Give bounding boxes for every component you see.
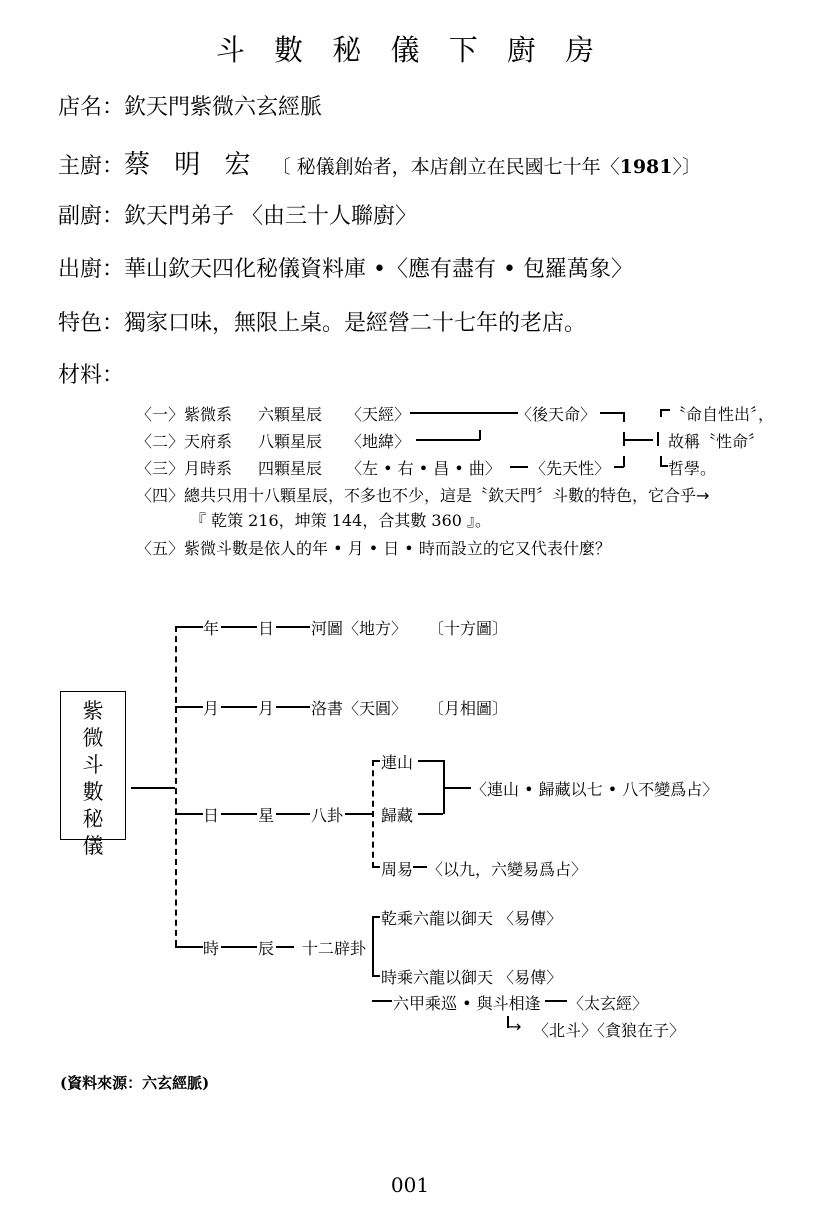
connector-line — [479, 430, 481, 440]
connector-line — [623, 412, 625, 422]
feature-label: 特色： — [58, 311, 125, 336]
bagua-branch-line — [372, 760, 374, 868]
zhouyi-label: 周易 — [381, 860, 414, 879]
connector-line — [221, 626, 257, 628]
material-row-3-num: 〈三〉月時系 — [136, 459, 233, 478]
root-label — [61, 698, 125, 860]
connector-line — [416, 439, 480, 441]
branch-year: 年 — [203, 619, 220, 638]
lianshan-label: 連山 — [381, 753, 414, 772]
root-char: 秘 — [82, 807, 104, 831]
connector-line — [372, 866, 380, 868]
connector-line — [372, 1000, 392, 1002]
branch-day1: 日 — [258, 619, 275, 638]
connector-line — [345, 813, 372, 815]
connector-line — [418, 813, 443, 815]
note-2: 故稱〝性命〞 — [668, 432, 765, 451]
xiantian-label: 〈先天性〉 — [530, 459, 611, 478]
chef-year: 1981 — [619, 156, 673, 178]
connector-line — [410, 412, 518, 414]
sous-chef-label: 副廚： — [58, 204, 125, 229]
connector-line — [221, 706, 257, 708]
bagua-label: 八卦 — [311, 806, 344, 825]
connector-line — [545, 1000, 567, 1002]
branch-day: 日 — [203, 806, 220, 825]
source-dish-label: 出廚： — [58, 257, 125, 282]
beidou-label: 〈北斗〉〈貪狼在子〉 — [533, 1021, 686, 1040]
material-row-1-count: 六顆星辰 — [258, 405, 323, 424]
branch-hour: 時 — [203, 939, 220, 958]
connector-line — [221, 813, 257, 815]
connector-line — [372, 916, 380, 918]
liujia-label: 六甲乘巡 • 與斗相逢 — [393, 994, 541, 1013]
shifang-label: 〔十方圖〕 — [428, 619, 509, 638]
root-char: 斗 — [82, 753, 104, 777]
material-row-3-count: 四顆星辰 — [258, 459, 323, 478]
hetu-label: 河圖〈地方〉 — [311, 619, 408, 638]
connector-line — [131, 787, 175, 789]
shi-label: 時乘六龍以御天 〈易傳〉 — [381, 968, 563, 987]
yuexiang-label: 〔月相圖〕 — [428, 699, 509, 718]
feature-line — [58, 306, 586, 337]
material-row-4b: 『 乾策 216，坤策 144，合其數 360 』。 — [190, 511, 492, 530]
zhouyi-note: 〈以九，六變易爲占〉 — [427, 860, 588, 879]
store-value: 欽天門紫微六玄經脈 — [124, 95, 323, 120]
connector-line — [660, 465, 668, 467]
material-row-2-item: 〈地緯〉 — [346, 432, 411, 451]
branch-star: 星 — [258, 806, 275, 825]
taixuan-label: 〈太玄經〉 — [568, 994, 649, 1013]
trunk-line — [175, 626, 177, 946]
branch-chen: 辰 — [258, 939, 275, 958]
connector-line — [175, 626, 203, 628]
connector-line — [510, 466, 528, 468]
source-dish-value: 華山欽天四化秘儀資料庫 •〈應有盡有 • 包羅萬象〉 — [124, 257, 633, 282]
chef-line — [58, 144, 701, 181]
connector-line — [175, 706, 203, 708]
material-row-2-count: 八顆星辰 — [258, 432, 323, 451]
connector-line — [372, 975, 380, 977]
connector-line — [660, 409, 670, 411]
branch-moon: 月 — [258, 699, 275, 718]
chef-label: 主廚： — [58, 154, 125, 179]
root-char: 紫 — [82, 699, 104, 723]
material-row-1-item: 〈天經〉 — [346, 405, 411, 424]
houtian-label: 〈後天命〉 — [516, 405, 597, 424]
connector-line — [372, 760, 380, 762]
material-row-4a-text: 〈四〉總共只用十八顆星辰，不多也不少，這是〝欽天門〞斗數的特色，它合乎 — [136, 486, 697, 505]
material-row-3-item: 〈左 • 右 • 昌 • 曲〉 — [346, 459, 501, 478]
connector-line — [221, 946, 257, 948]
branch-month: 月 — [203, 699, 220, 718]
store-line — [58, 90, 322, 121]
connector-line — [623, 456, 625, 467]
arrow-right-icon: → — [696, 486, 710, 505]
connector-line — [175, 813, 203, 815]
material-row-5: 〈五〉紫微斗數是依人的年 • 月 • 日 • 時而設立的它又代表什麼？ — [136, 539, 611, 558]
store-label: 店名： — [58, 95, 125, 120]
chef-note-close: 〉〕 — [672, 156, 701, 178]
page-title: 斗 數 秘 儀 下 廚 房 — [215, 33, 605, 67]
luoshu-label: 洛書〈天圓〉 — [311, 699, 408, 718]
arrow-right-icon: → — [508, 1017, 522, 1036]
lianshan-note: 〈連山 • 歸藏以七 • 八不變爲占〉 — [471, 780, 719, 799]
source-note: (資料來源：六玄經脈) — [60, 1074, 210, 1092]
connector-line — [623, 439, 653, 441]
root-char: 微 — [82, 726, 104, 750]
connector-line — [418, 760, 443, 762]
sous-chef-line — [58, 199, 417, 230]
page-number: 001 — [390, 1173, 430, 1197]
qian-label: 乾乘六龍以御天 〈易傳〉 — [381, 909, 563, 928]
root-char: 數 — [82, 780, 104, 804]
material-row-2-num: 〈二〉天府系 — [136, 432, 233, 451]
connector-line — [413, 866, 427, 868]
connector-line — [657, 432, 659, 446]
connector-line — [276, 946, 294, 948]
chef-name: 蔡 明 宏 — [124, 150, 259, 180]
twelve-label: 十二辟卦 — [302, 939, 367, 958]
note-3: 哲學。 — [668, 459, 717, 478]
material-row-1-num: 〈一〉紫微系 — [136, 405, 233, 424]
guicang-label: 歸藏 — [381, 806, 414, 825]
connector-line — [660, 409, 662, 417]
connector-line — [175, 946, 203, 948]
material-row-4a — [136, 483, 709, 506]
connector-line — [276, 813, 310, 815]
materials-label: 材料： — [58, 363, 125, 388]
source-dish-line — [58, 252, 633, 283]
root-char: 儀 — [82, 834, 104, 858]
chef-note-open: 〔 秘儀創始者，本店創立在民國七十年〈 — [271, 156, 620, 178]
feature-value: 獨家口味，無限上桌。是經營二十七年的老店。 — [124, 311, 587, 336]
connector-line — [443, 787, 471, 789]
connector-line — [600, 412, 624, 414]
note-1: 〝命自性出〞， — [670, 405, 775, 424]
root-box — [60, 691, 126, 858]
connector-line — [276, 706, 310, 708]
connector-line — [372, 916, 374, 976]
connector-line — [276, 626, 310, 628]
sous-chef-value: 欽天門弟子 〈由三十人聯廚〉 — [124, 204, 418, 229]
